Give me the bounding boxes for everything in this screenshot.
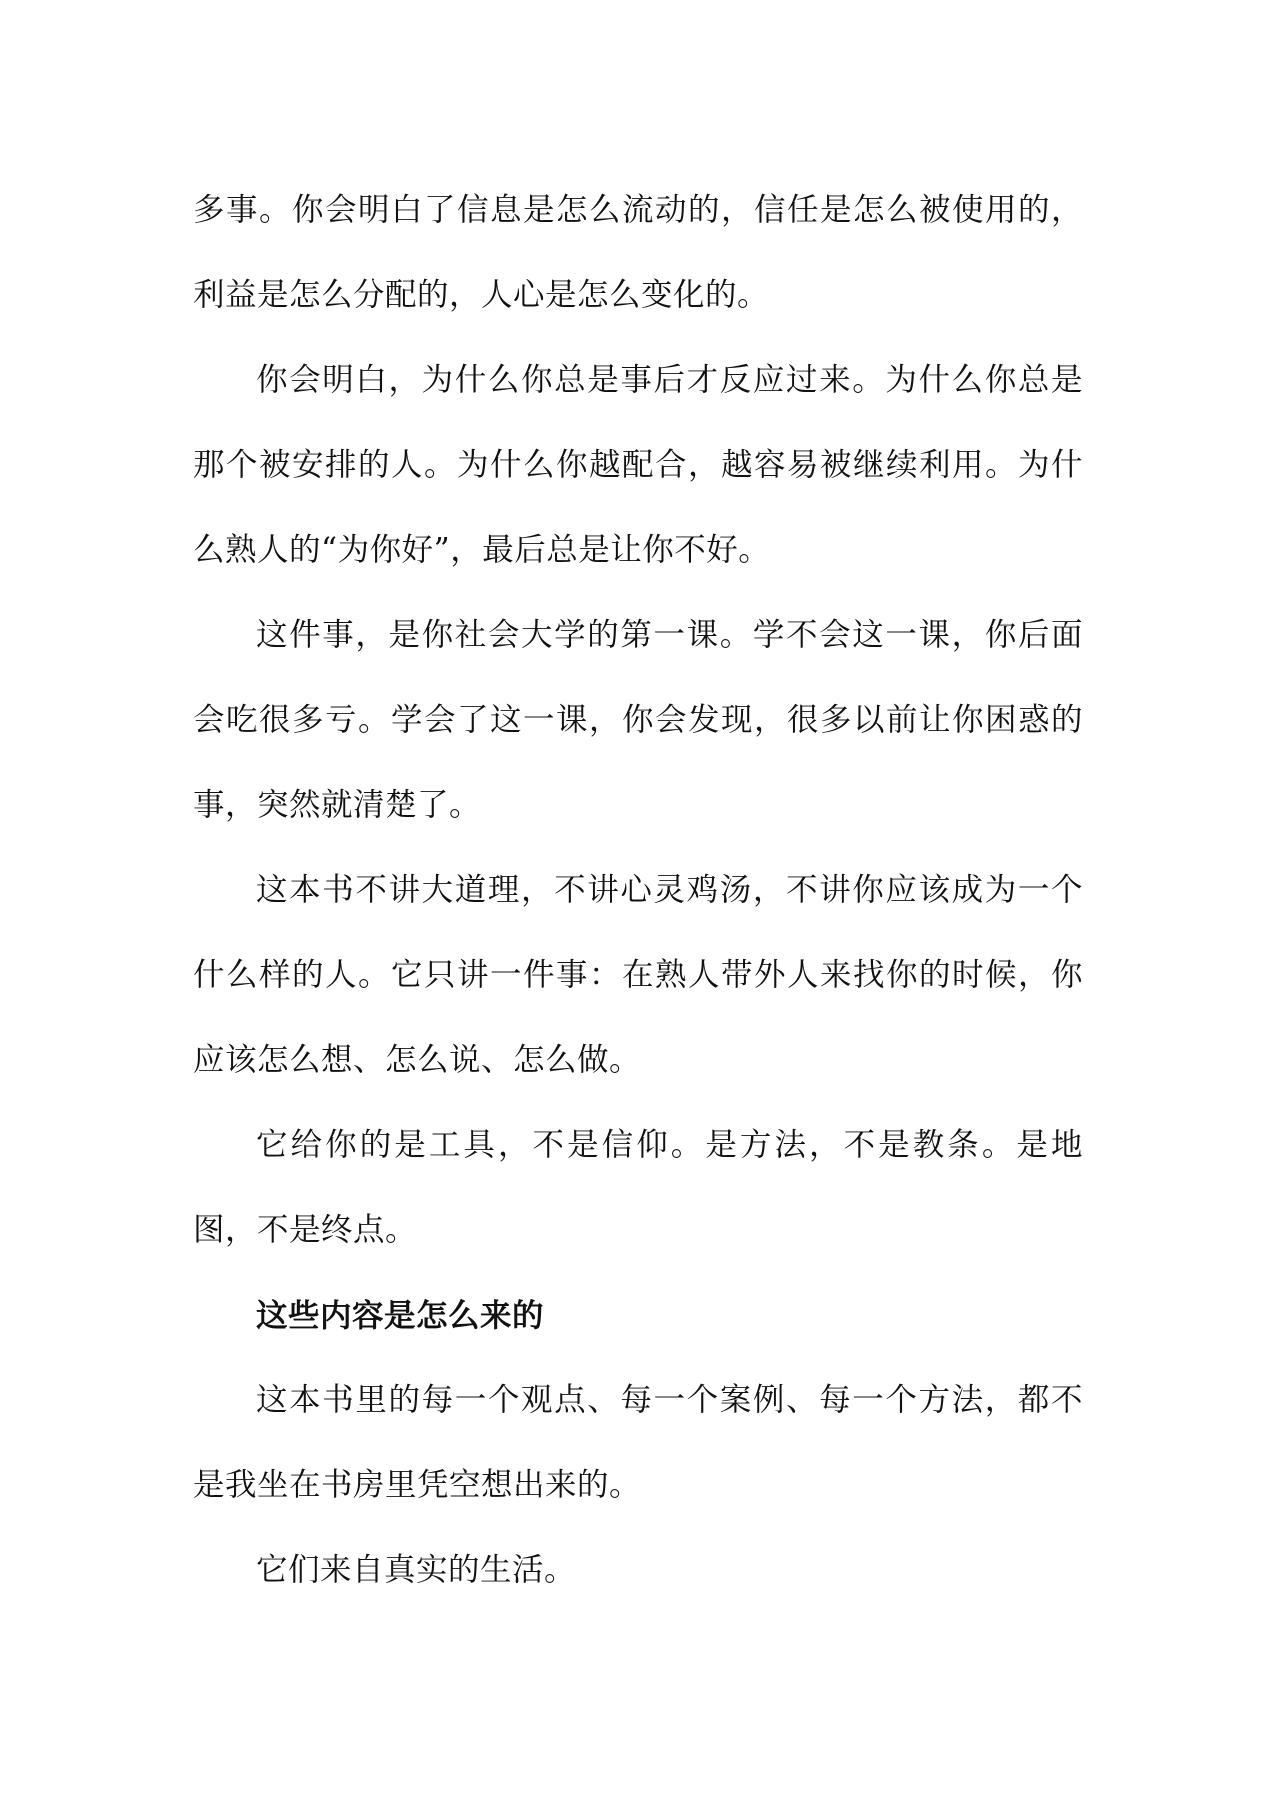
paragraph: 这件事，是你社会大学的第一课。学不会这一课，你后面会吃很多亏。学会了这一课，你会发现，很多以前让你困惑的事，突然就清楚了。: [193, 617, 1083, 823]
section-heading: 这些内容是怎么来的: [256, 1297, 545, 1334]
paragraph: 它给你的是工具，不是信仰。是方法，不是教条。是地图，不是终点。: [193, 1127, 1083, 1248]
paragraph: 这本书里的每一个观点、每一个案例、每一个方法，都不是我坐在书房里凭空想出来的。: [193, 1382, 1083, 1503]
paragraph: 你会明白，为什么你总是事后才反应过来。为什么你总是那个被安排的人。为什么你越配合，越容易被继续利用。为什么熟人的“为你好”，最后总是让你不好。: [193, 362, 1083, 568]
body-text: [193, 168, 1083, 1613]
paragraph: 这本书不讲大道理，不讲心灵鸡汤，不讲你应该成为一个什么样的人。它只讲一件事：在熟人带外人来找你的时候，你应该怎么想、怎么说、怎么做。: [193, 872, 1083, 1078]
paragraph: 它们来自真实的生活。: [256, 1552, 577, 1588]
paragraph: 多事。你会明白了信息是怎么流动的，信任是怎么被使用的，利益是怎么分配的，人心是怎么变化的。: [193, 192, 1083, 313]
